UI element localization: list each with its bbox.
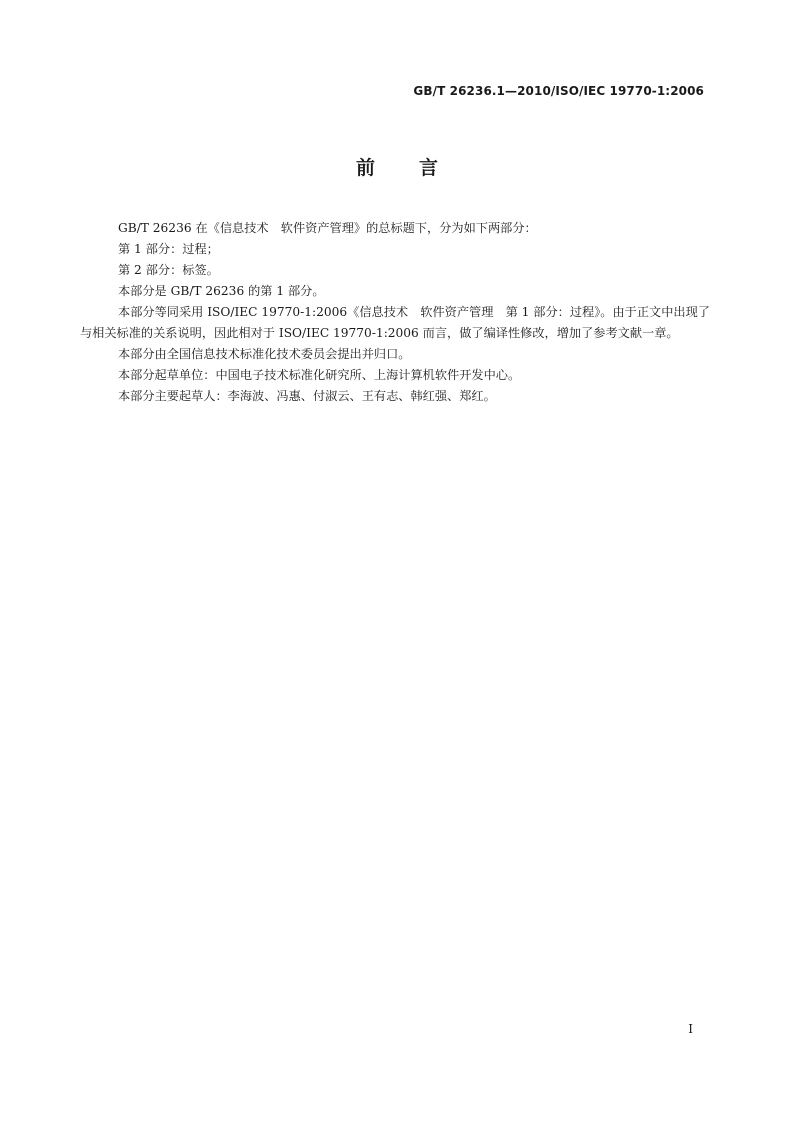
paragraph-drafters: 本部分主要起草人：李海波、冯惠、付淑云、王有志、韩红强、郑红。	[118, 389, 496, 403]
foreword-body	[80, 218, 710, 407]
paragraph-series-intro: GB/T 26236 在《信息技术 软件资产管理》的总标题下，分为如下两部分：	[118, 221, 537, 235]
paragraph-adoption: 本部分等同采用 ISO/IEC 19770-1:2006《信息技术 软件资产管理 第 1 部分：过程》。由于正文中出现了与相关标准的关系说明，因此相对于 ISO/IEC 19770-1:2006 而言，做了编译性修改，增加了参考文献一章。	[80, 305, 710, 340]
paragraph-part-1: 第 1 部分：过程；	[118, 242, 219, 256]
paragraph-this-part: 本部分是 GB/T 26236 的第 1 部分。	[118, 284, 325, 298]
title-char-1: 前	[355, 157, 375, 179]
title-char-2: 言	[419, 157, 439, 179]
paragraph-drafting-units: 本部分起草单位：中国电子技术标准化研究所、上海计算机软件开发中心。	[118, 368, 521, 382]
standard-code-header: GB/T 26236.1—2010/ISO/IEC 19770-1:2006	[413, 84, 704, 98]
page-number: I	[688, 1022, 693, 1036]
page-title	[0, 153, 794, 180]
paragraph-proposer: 本部分由全国信息技术标准化技术委员会提出并归口。	[118, 347, 411, 361]
paragraph-part-2: 第 2 部分：标签。	[118, 263, 219, 277]
